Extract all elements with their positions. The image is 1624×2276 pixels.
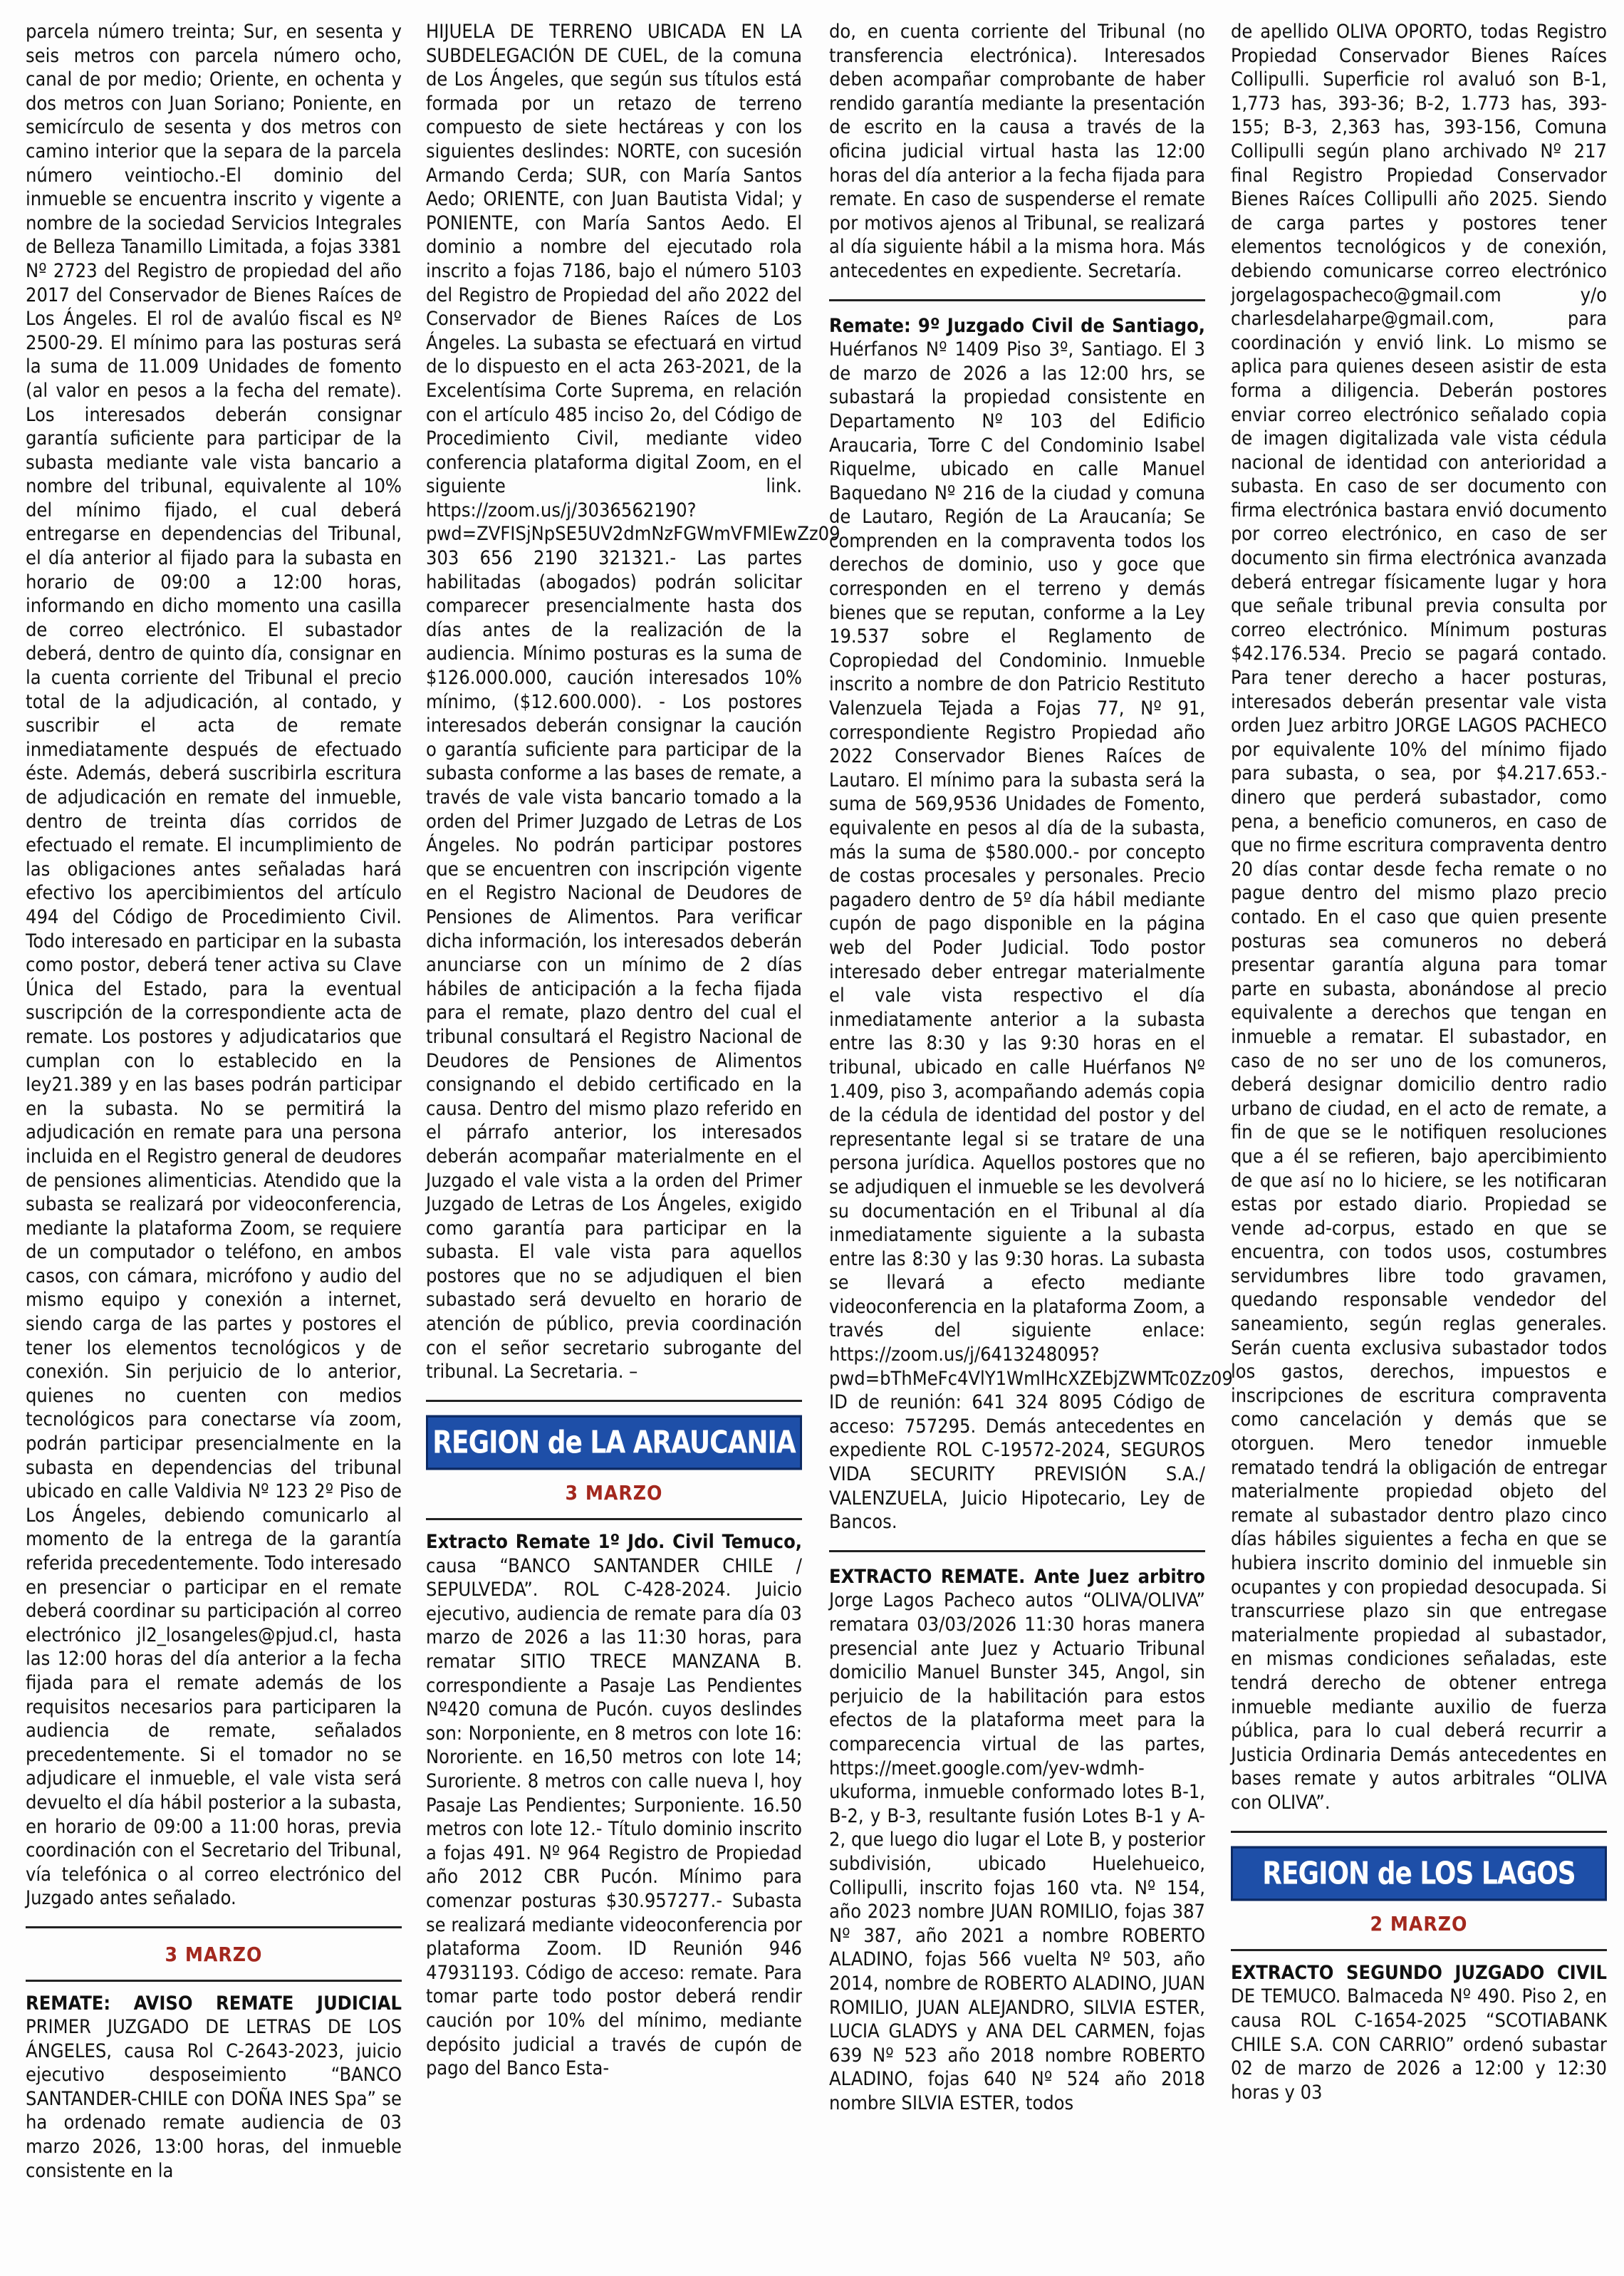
notice-body: PRIMER JUZGADO DE LETRAS DE LOS ÁNGELES, causa Rol C-2643-2023, juicio ejecutivo desposeimiento “BANCO SANTANDER-CHILE con DOÑA INES Spa” se ha ordenado remate audiencia de 03 marzo 2026, 13:00 horas, del inmueble consistente en la — [26, 2016, 402, 2182]
section-date: 3 MARZO — [565, 1481, 663, 1505]
column-4 — [1231, 20, 1607, 2104]
divider — [829, 299, 1205, 301]
divider — [26, 1980, 402, 1982]
notice-heading: Remate: 9º Juzgado Civil de Santiago, — [829, 314, 1205, 337]
notice-continuation-text: parcela número treinta; Sur, en sesenta y seis metros con parcela número ocho, canal de por medio; Oriente, en ochenta y dos metros con Juan Soriano; Poniente, en semicírculo de sesenta y dos metros con camino interior que la separa de la parcela número veintiocho.-El dominio del inmueble se encuentra inscrito y vigente a nombre de la sociedad Servicios Integrales de Belleza Tanamillo Limitada, a fojas 3381 Nº 2723 del Registro de propiedad del año 2017 del Conservador de Bienes Raíces de Los Ángeles. El rol de avalúo fiscal es Nº 2500-29. El mínimo para las posturas será la suma de 11.009 Unidades de fomento (al valor en pesos a la fecha del remate). Los interesados deberán consignar garantía suficiente para participar de la subasta mediante vale vista bancario a nombre del tribunal, equivalente al 10% del mínimo fijado, el cual deberá entregarse en dependencias del Tribunal, el día anterior al fijado para la subasta en horario de 09:00 a 12:00 horas, informando en dicho momento una casilla de correo electrónico. El subastador deberá, dentro de quinto día, consignar en la cuenta corriente del Tribunal el precio total de la adjudicación, al contado, y suscribir el acta de remate inmediatamente después de efectuado éste. Además, deberá suscribirla escritura de adjudicación en remate del inmueble, dentro de treinta días corridos de efectuado el remate. El incumplimiento de las obligaciones antes señaladas hará efectivo los apercibimientos del artículo 494 del Código de Procedimiento Civil. Todo interesado en participar en la subasta como postor, deberá tener activa su Clave Única del Estado, para la eventual suscripción de la correspondiente acta de remate. Los postores y adjudicatarios que cumplan con lo establecido en la Iey21.389 y en las bases podrán participar en la subasta. No se permitirá la adjudicación en remate para una persona incluida en el Registro general de deudores de pensiones alimenticias. Atendido que la subasta se realizará por videoconferencia, mediante la plataforma Zoom, se requiere de un computador o teléfono, en ambos casos, con cámara, micrófono y audio del mismo equipo y conexión a internet, siendo carga de las partes y postores el tener los elementos tecnológicos y de conexión. Sin perjuicio de lo anterior, quienes no cuenten con medios tecnológicos para conectarse vía zoom, podrán participar presencialmente en la subasta en dependencias del tribunal ubicado en calle Valdivia Nº 123 2º Piso de Los Ángeles, debiendo comunicarlo al momento de la entrega de la garantía referida precedentemente. Todo interesado en presenciar o participar en el remate deberá coordinar su participación al correo electrónico jl2_losangeles@pjud.cl, hasta las 12:00 horas del día anterior a la fecha fijada para el remate además de los requisitos necesarios para participaren la audiencia de remate, señalados precedentemente. Si el tomador no se adjudicare el inmueble, el vale vista será devuelto el día hábil posterior a la subasta, en horario de 09:00 a 11:00 horas, previa coordinación con el Secretario del Tribunal, vía telefónica o al correo electrónico del Juzgado antes señalado. — [26, 21, 402, 1910]
section-date: 3 MARZO — [165, 1942, 263, 1966]
notice-continuation-text: de apellido OLIVA OPORTO, todas Registro Propiedad Conservador Bienes Raíces Collipulli. Superficie rol avaluó son B-1, 1,773 has, 393-36; B-2, 1.773 has, 393-155; B-3, 2,363 has, 393-156, Comuna Collipulli según plano archivado Nº 217 final Registro Propiedad Conservador Bienes Raíces Collipulli año 2025. Siendo de carga partes y postores tener elementos tecnológicos y de conexión, debiendo comunicarse correo electrónico jorgelagospacheco@gmail.com y/o charlesdelaharpe@gmail.com, para coordinación y envió link. Lo mismo se aplica para quienes deseen asistir de esta forma a diligencia. Deberán postores enviar correo electrónico señalado copia de imagen digitalizada vale vista cédula nacional de identidad con anterioridad a subasta. En caso de ser documento con firma electrónica bastara envió documento por correo electrónico, en caso de ser documento sin firma electrónica avanzada deberá entregar físicamente lugar y hora que señale tribunal previa consulta por correo electrónico. Mínimum posturas $42.176.534. Precio se pagará contado. Para tener derecho a hacer posturas, interesados deberán presentar vale vista orden Juez arbitro JORGE LAGOS PACHECO por equivalente 10% del mínimo fijado para subasta, o sea, por $4.217.653.- dinero que perderá subastador, como pena, a beneficio comuneros, en caso de que no firme escritura compraventa dentro 20 días contar desde fecha remate o no pague dentro del mismo plazo precio contado. En el caso que quien presente posturas sea comuneros no deberá presentar garantía alguna para tomar parte en subasta, abonándose al precio equivalente a derechos que tengan en inmueble a rematar. El subastador, en caso de no ser uno de los comuneros, deberá designar domicilio dentro radio urbano de ciudad, en el acto de remate, a fin de que se le notifiquen resoluciones que a él se refieren, bajo apercibimiento de que así no lo hiciere, se les notificaran estas por estado diario. Propiedad se vende ad-corpus, estado en que se encuentra, con todos usos, costumbres servidumbres libre todo gravamen, quedando responsable vendedor del saneamiento, según reglas generales. Serán cuenta exclusiva subastador todos los gastos, derechos, impuestos e inscripciones de escritura compraventa como cancelación y demás que se otorguen. Mero tenedor inmueble rematado tendrá la obligación de entregar materialmente propiedad objeto del remate al subastador dentro plazo cinco días hábiles siguientes a fecha en que se hubiera inscrito dominio del inmueble sin ocupantes y con propiedad desocupada. Si transcurriese plazo sin que entregase materialmente propiedad al subastador, en mismas condiciones señaladas, este tendrá derecho de obtener entrega inmueble mediante auxilio de fuerza pública, para lo cual deberá recurrir a Justicia Ordinaria Demás antecedentes en bases remate y autos arbitrales “OLIVA con OLIVA”. — [1231, 21, 1607, 1814]
notice-heading: EXTRACTO REMATE. Ante Juez arbitro — [829, 1565, 1205, 1588]
notice-continuation-text: HIJUELA DE TERRENO UBICADA EN LA SUBDELEGACIÓN DE CUEL, de la comuna de Los Ángeles, que según sus títulos está formada por un retazo de terreno compuesto de siete hectáreas y con los siguientes deslindes: NORTE, con sucesión Armando Cerda; SUR, con María Santos Aedo; ORIENTE, con Juan Bautista Vidal; y PONIENTE, con María Santos Aedo. El dominio a nombre del ejecutado rola inscrito a fojas 7186, bajo el número 5103 del Registro de Propiedad del año 2022 del Conservador de Bienes Raíces de Los Ángeles. La subasta se efectuará en virtud de lo dispuesto en el acta 263-2021, de la Excelentísima Corte Suprema, en relación con el artículo 485 inciso 2o, del Código de Procedimiento Civil, mediante video conferencia plataforma digital Zoom, en el siguiente link. https://zoom.us/j/3036562190?pwd=ZVFISjNpSE5UV2dmNzFGWmVFMlEwZz09 303 656 2190 321321.- Las partes habilitadas (abogados) podrán solicitar comparecer presencialmente hasta dos días antes de la realización de la audiencia. Mínimo posturas es la suma de $126.000.000, caución interesados 10% mínimo, ($12.600.000). - Los postores interesados deberán consignar la caución o garantía suficiente para participar de la subasta conforme a las bases de remate, a través de vale vista bancario tomado a la orden del Primer Juzgado de Letras de Los Ángeles. No podrán participar postores que se encuentren con inscripción vigente en el Registro Nacional de Deudores de Pensiones de Alimentos. Para verificar dicha información, los interesados deberán anunciarse con un mínimo de 2 días hábiles de anticipación a la fecha fijada para el remate, plazo dentro del cual el tribunal consultará el Registro Nacional de Deudores de Pensiones de Alimentos consignando el debido certificado en la causa. Dentro del mismo plazo referido en el párrafo anterior, los interesados deberán acompañar materialmente en el Juzgado el vale vista a la orden del Primer Juzgado de Letras de Los Ángeles, exigido como garantía para participar en la subasta. El vale vista para aquellos postores que no se adjudiquen el bien subastado será devuelto en horario de atención de público, previa coordinación con el señor secretario subrogante del tribunal. La Secretaria. – — [426, 21, 840, 1383]
notice-text — [26, 1992, 402, 2183]
notice-continuation-text: do, en cuenta corriente del Tribunal (no transferencia electrónica). Interesados deben acompañar comprobante de haber rendido garantía mediante la presentación de escrito en la causa a través de la oficina judicial virtual hasta las 12:00 horas del día anterior a la fecha fijada para remate. En caso de suspenderse el remate por motivos ajenos al Tribunal, se realizará al día siguiente hábil a la misma hora. Más antecedentes en expediente. Secretaría. — [829, 21, 1205, 282]
notice-heading: REMATE: AVISO REMATE JUDICIAL — [26, 1992, 402, 2015]
notice-body: DE TEMUCO. Balmaceda Nº 490. Piso 2, en causa ROL C-1654-2025 “SCOTIABANK CHILE S.A. CON CARRIO” ordenó subastar 02 de marzo de 2026 a 12:00 y 12:30 horas y 03 — [1231, 1985, 1607, 2104]
notice-text — [829, 314, 1233, 1534]
column-2 — [426, 20, 840, 2081]
divider — [426, 1518, 802, 1520]
divider — [1231, 1831, 1607, 1833]
notice-body: Huérfanos Nº 1409 Piso 3º, Santiago. El 3 de marzo de 2026 a las 12:00 hrs, se subastará la propiedad consistente en Departamento Nº 103 del Edificio Araucaria, Torre C del Condominio Isabel Riquelme, ubicado en calle Manuel Baquedano Nº 216 de la ciudad y comuna de Lautaro, Región de La Araucanía; Se comprenden en la compraventa todos los derechos de dominio, uso y goce que corresponden en el terreno y demás bienes que se reputan, conforme a la Ley 19.537 sobre el Reglamento de Copropiedad del Condominio. Inmueble inscrito a nombre de don Patricio Restituto Valenzuela Tejada a Fojas 77, Nº 91, correspondiente Registro Propiedad año 2022 Conservador Bienes Raíces de Lautaro. El mínimo para la subasta será la suma de 569,9536 Unidades de Fomento, equivalente en pesos al día de la subasta, más la suma de $580.000.- por concepto de costas procesales y personales. Precio pagadero dentro de 5º día hábil mediante cupón de pago disponible en la página web del Poder Judicial. Todo postor interesado deber entregar materialmente el vale vista respectivo el día inmediatamente anterior a la subasta entre las 8:30 y las 9:30 horas en el tribunal, ubicado en calle Huérfanos Nº 1.409, piso 3, acompañando además copia de la cédula de identidad del postor y del representante legal si se tratare de una persona jurídica. Aquellos postores que no se adjudiquen el inmueble se les devolverá su documentación en el Tribunal al día inmediatamente siguiente a la subasta entre las 8:30 y las 9:30 horas. La subasta se llevará a efecto mediante videoconferencia en la plataforma Zoom, a través del siguiente enlace: https://zoom.us/j/6413248095?pwd=bThMeFc4VlY1WmlHcXZEbjZWMTc0Zz09 ID de reunión: 641 324 8095 Código de acceso: 757295. Demás antecedentes en expediente ROL C-19572-2024, SEGUROS VIDA SECURITY PREVISIÓN S.A./ VALENZUELA, Juicio Hipotecario, Ley de Bancos. — [829, 338, 1233, 1534]
notice-text — [426, 1530, 802, 2081]
notice-heading: Extracto Remate 1º Jdo. Civil Temuco, — [426, 1531, 802, 1554]
notice-body: Jorge Lagos Pacheco autos “OLIVA/OLIVA” rematara 03/03/2026 11:30 horas manera presencial ante Juez y Actuario Tribunal domicilio Manuel Bunster 345, Angol, sin perjuicio de la habilitación para estos efectos de la plataforma meet para la comparecencia virtual de las partes, https://meet.google.com/yev-wdmh-ukuforma, inmueble conformado lotes B-1, B-2, y B-3, resultante fusión Lotes B-1 y A-2, que luego dio lugar el Lote B, y posterior subdivisión, ubicado Huelehueico, Collipulli, inscrito fojas 160 vta. Nº 154, año 2023 nombre JUAN ROMILIO, fojas 387 Nº 387, año 2021 a nombre ROBERTO ALADINO, fojas 566 vuelta Nº 503, año 2014, nombre de ROBERTO ALADINO, JUAN ROMILIO, JUAN ALEJANDRO, SILVIA ESTER, LUCIA GLADYS y ANA DEL CARMEN, fojas 639 Nº 523 año 2018 nombre ROBERTO ALADINO, fojas 640 Nº 524 año 2018 nombre SILVIA ESTER, todos — [829, 1589, 1205, 2114]
region-banner: REGION de LA ARAUCANIA — [426, 1415, 802, 1470]
notice-body: causa “BANCO SANTANDER CHILE / SEPULVEDA”. ROL C-428-2024. Juicio ejecutivo, audiencia de remate para día 03 marzo de 2026 a las 11:30 horas, para rematar SITIO TRECE MANZANA B. correspondiente a Pasaje Las Pendientes Nº420 comuna de Pucón. cuyos deslindes son: Norponiente, en 8 metros con lote 16: Nororiente. en 16,50 metros con lote 14; Suroriente. 8 metros con calle nueva l, hoy Pasaje Las Pendientes; Surponiente. 16.50 metros con lote 12.- Título dominio inscrito a fojas 491. Nº 964 Registro de Propiedad año 2012 CBR Pucón. Mínimo para comenzar posturas $30.957277.- Subasta se realizará mediante videoconferencia por plataforma Zoom. ID Reunión 946 47931193. Código de acceso: remate. Para tomar parte todo postor deberá rendir caución por 10% del mínimo, mediante depósito judicial a través de cupón de pago del Banco Esta- — [426, 1554, 802, 2080]
notice-text — [1231, 1961, 1607, 2105]
region-banner: REGION de LOS LAGOS — [1231, 1846, 1607, 1901]
divider — [1231, 1949, 1607, 1951]
divider — [426, 1400, 802, 1402]
section-date: 2 MARZO — [1370, 1912, 1468, 1936]
divider — [26, 1926, 402, 1928]
column-1 — [26, 20, 402, 2183]
notice-text — [829, 1565, 1205, 2116]
divider — [829, 1550, 1205, 1552]
column-3 — [829, 20, 1233, 2115]
notice-heading: EXTRACTO SEGUNDO JUZGADO CIVIL — [1231, 1961, 1607, 1984]
